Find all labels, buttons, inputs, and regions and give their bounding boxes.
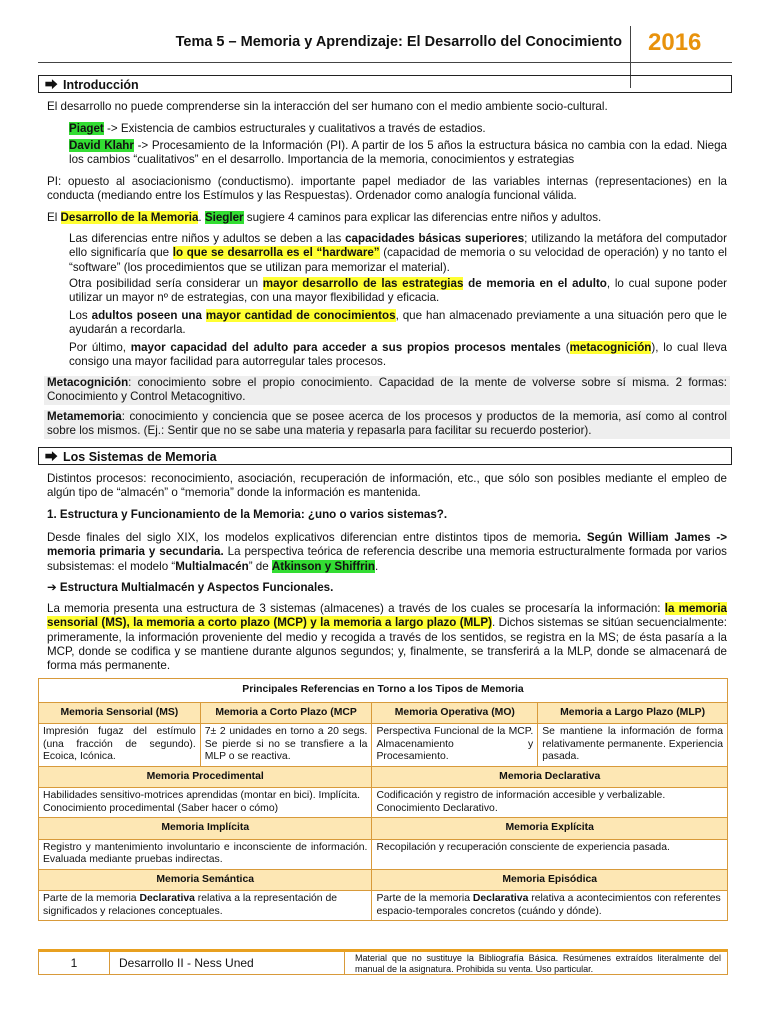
dm-prefix: El [47, 211, 61, 224]
metamemoria-term: Metamemoria [47, 410, 122, 423]
modelos-c: La perspectiva teórica de referencia describe una memoria estructuralmente formada por varios subsistemas: el modelo “ [47, 545, 727, 573]
sem-a: Parte de la memoria [43, 893, 140, 904]
arrow-icon: ⮕ [45, 78, 58, 92]
conocimientos-highlight: mayor cantidad de conocimientos [205, 309, 396, 322]
section-title: Los Sistemas de Memoria [63, 450, 217, 464]
dm-mid: . [198, 211, 205, 224]
arrow-icon: ⮕ [45, 450, 58, 464]
modelos-e: ” de [248, 559, 272, 573]
table-header-cell: Memoria Explícita [372, 818, 728, 840]
camino-3-b: adultos poseen una [91, 309, 206, 322]
table-cell: Impresión fugaz del estímulo (una fracción de segundo). Ecoica, Icónica. [39, 724, 201, 767]
piaget-line [69, 122, 727, 136]
table-cell: Codificación y registro de información accesible y verbalizable. Conocimiento Declarativo. [372, 788, 728, 818]
camino-1-d: (capacidad de memoria o su velocidad de operación) y no tanto el “software” (los procedimientos que se utilizan para memorizar el material). [69, 246, 727, 274]
klahr-name: David Klahr [69, 139, 134, 152]
modelos-a: Desde finales del siglo XIX, los modelos explicativos diferencian entre distintos tipos de memoria [47, 531, 578, 544]
table-header-cell: Memoria Semántica [39, 869, 372, 891]
atkinson-shiffrin-highlight: Atkinson y Shiffrin [271, 559, 375, 573]
estructura-a: La memoria presenta una estructura de 3 sistemas (almacenes) a través de los cuales se procesaría la información: [47, 602, 665, 615]
page-footer [38, 949, 728, 975]
table-row [39, 869, 728, 891]
metacognicion-text: : conocimiento sobre el propio conocimiento. Capacidad de la mente de volverse sobre sí misma. 2 formas: Conocimiento y Control Metacognitivo. [47, 376, 727, 404]
camino-3-a: Los [69, 309, 92, 322]
subheading-estructura: 1. Estructura y Funcionamiento de la Memoria: ¿uno o varios sistemas?. [47, 508, 448, 521]
modelos-paragraph [47, 531, 727, 574]
almacenes-highlight: la memoria sensorial (MS), la memoria a corto plazo (MCP) y la memoria a largo plazo (MLP) [47, 602, 727, 630]
page-title: Tema 5 – Memoria y Aprendizaje: El Desarrollo del Conocimiento [175, 34, 622, 50]
camino-2-c: , lo cual supone poder utilizar un mayor nº de estrategias, con una mayor flexibilidad y eficacia. [69, 277, 727, 305]
camino-4-b: mayor capacidad del adulto para acceder a sus propios procesos mentales [130, 341, 561, 354]
section-header-sistemas-memoria [38, 447, 732, 465]
desarrollo-memoria-line [47, 211, 727, 225]
camino-4-a: Por último, [69, 341, 131, 354]
sem-c: relativa a la representación de significados y relaciones conceptuales. [43, 893, 338, 917]
sem-b: Declarativa [139, 893, 195, 904]
table-header-cell: Memoria a Largo Plazo (MLP) [538, 702, 728, 724]
metamemoria-definition [44, 410, 730, 439]
multialmacen-term: Multialmacén [175, 559, 249, 573]
metamemoria-text: : conocimiento y conciencia que se posee acerca de los procesos y productos de la memoria, así como al control sobre los mismos. (Ej.: Sentir que no se sabe una materia y repasarla para facilitar su recuerdo posterior). [47, 410, 727, 438]
table-row [39, 766, 728, 788]
camino-2 [69, 277, 727, 306]
camino-4 [69, 341, 727, 370]
section-title: Introducción [63, 78, 139, 92]
sistemas-paragraph: Distintos procesos: reconocimiento, asociación, recuperación de información, etc., que sólo son posibles mediante el empleo de algún tipo de “almacén” o “memoria” donde la información es mantenida. [47, 472, 727, 500]
modelos-f: . [374, 559, 379, 573]
camino-3 [69, 309, 727, 338]
table-header-cell: Memoria Episódica [372, 869, 728, 891]
hardware-highlight: lo que se desarrolla es el “hardware” [172, 246, 380, 260]
table-title-row [39, 679, 728, 703]
table-row [39, 724, 728, 767]
camino-2-a: Otra posibilidad sería considerar un [69, 277, 263, 290]
table-title: Principales Referencias en Torno a los Tipos de Memoria [39, 679, 728, 703]
dm-suffix: sugiere 4 caminos para explicar las diferencias entre niños y adultos. [243, 211, 602, 224]
metacognicion-definition [44, 376, 730, 405]
intro-paragraph: El desarrollo no puede comprenderse sin la interacción del ser humano con el medio ambiente socio-cultural. [47, 100, 608, 113]
william-james: . Según William James -> memoria primaria y secundaria. [47, 531, 727, 559]
table-cell: Habilidades sensitivo-motrices aprendidas (montar en bici). Implícita. Conocimiento procedimental (Saber hacer o cómo) [39, 788, 372, 818]
piaget-name: Piaget [69, 122, 104, 135]
page-number: 1 [39, 952, 110, 975]
page-header [38, 22, 732, 66]
desarrollo-memoria-highlight: Desarrollo de la Memoria [60, 211, 199, 224]
table-cell: Recopilación y recuperación consciente de experiencia pasada. [372, 839, 728, 869]
camino-4-c: ( [560, 341, 570, 354]
section-header-introduccion [38, 75, 732, 93]
estructura-b: . Dichos sistemas se sitúan secuencialmente: primeramente, la información proveniente del medio y recogida a través de los sentidos, se registra en la MS; de ésta pasaría a la MCP, donde se codifica y se mantiene durante algunos segundos; y, finalmente, se transferirá a la MLP, donde se almacenará de forma más permanente. [47, 616, 727, 673]
table-row [39, 839, 728, 869]
klahr-text: -> Procesamiento de la Información (PI). A partir de los 5 años la estructura básica no cambia con la edad. Niega los cambios “cualitativos” en el desarrollo. Importancia de la memoria, conocimientos y estrategias [69, 139, 727, 167]
estrategias-highlight: mayor desarrollo de las estrategias [262, 277, 464, 290]
camino-2-b: de memoria en el adulto [463, 277, 607, 290]
table-header-cell: Memoria Implícita [39, 818, 372, 840]
epi-a: Parte de la memoria [376, 893, 473, 904]
table-cell [39, 891, 372, 921]
camino-1 [69, 232, 727, 275]
camino-3-c: , que han almacenado previamente a una situación pero que le ayudarán a recordarla. [69, 309, 727, 337]
subheading-multialmacen: ➔ Estructura Multialmacén y Aspectos Funcionales. [47, 581, 334, 594]
header-divider [38, 62, 732, 63]
table-header-cell: Memoria Procedimental [39, 766, 372, 788]
epi-c: relativa a acontecimientos con referentes espacio-temporales concretos (cuándo y dónde). [376, 893, 721, 917]
memory-types-table [38, 678, 728, 921]
table-row [39, 702, 728, 724]
footer-disclaimer: Material que no sustituye la Bibliografía Básica. Resúmenes extraídos literalmente del manual de la asignatura. Prohibida su venta. Uso particular. [355, 953, 721, 974]
camino-1-c: ; utilizando la metáfora del computador ello significaría que [69, 232, 727, 260]
piaget-text: -> Existencia de cambios estructurales y cualitativos a través de estadios. [103, 122, 486, 135]
table-header-cell: Memoria Operativa (MO) [372, 702, 538, 724]
siegler-name: Siegler [204, 211, 244, 224]
table-cell [372, 891, 728, 921]
camino-1-b: capacidades básicas superiores [345, 232, 525, 245]
table-row [39, 891, 728, 921]
table-header-cell: Memoria Declarativa [372, 766, 728, 788]
camino-1-a: Las diferencias entre niños y adultos se deben a las [69, 232, 346, 245]
estructura-paragraph [47, 602, 727, 673]
table-header-cell: Memoria Sensorial (MS) [39, 702, 201, 724]
table-header-cell: Memoria a Corto Plazo (MCP [200, 702, 372, 724]
epi-b: Declarativa [472, 893, 529, 904]
pi-paragraph: PI: opuesto al asociacionismo (conductismo). importante papel mediador de las variables internas (representaciones) en la conducta (mediando entre los Estímulos y las Respuestas). Ordenador como analogía funcional válida. [47, 175, 727, 203]
table-cell: Se mantiene la información de forma relativamente permanente. Experiencia pasada. [538, 724, 728, 767]
camino-4-d: ), lo cual lleva consigo una mayor facilidad para autorregular tales procesos. [69, 341, 728, 369]
table-row [39, 818, 728, 840]
metacognicion-highlight: metacognición [569, 341, 652, 354]
metacognicion-term: Metacognición [47, 376, 129, 389]
klahr-paragraph [69, 139, 727, 168]
header-year: 2016 [648, 29, 702, 56]
table-cell: Registro y mantenimiento involuntario e inconsciente de información. Evaluada mediante pruebas indirectas. [39, 839, 372, 869]
table-cell: 7± 2 unidades en torno a 20 segs. Se pierde si no se transfiere a la MLP o se reactiva. [200, 724, 372, 767]
table-cell: Perspectiva Funcional de la MCP. Almacenamiento y Procesamiento. [372, 724, 538, 767]
course-name: Desarrollo II - Ness Uned [109, 952, 345, 975]
table-row [39, 788, 728, 818]
